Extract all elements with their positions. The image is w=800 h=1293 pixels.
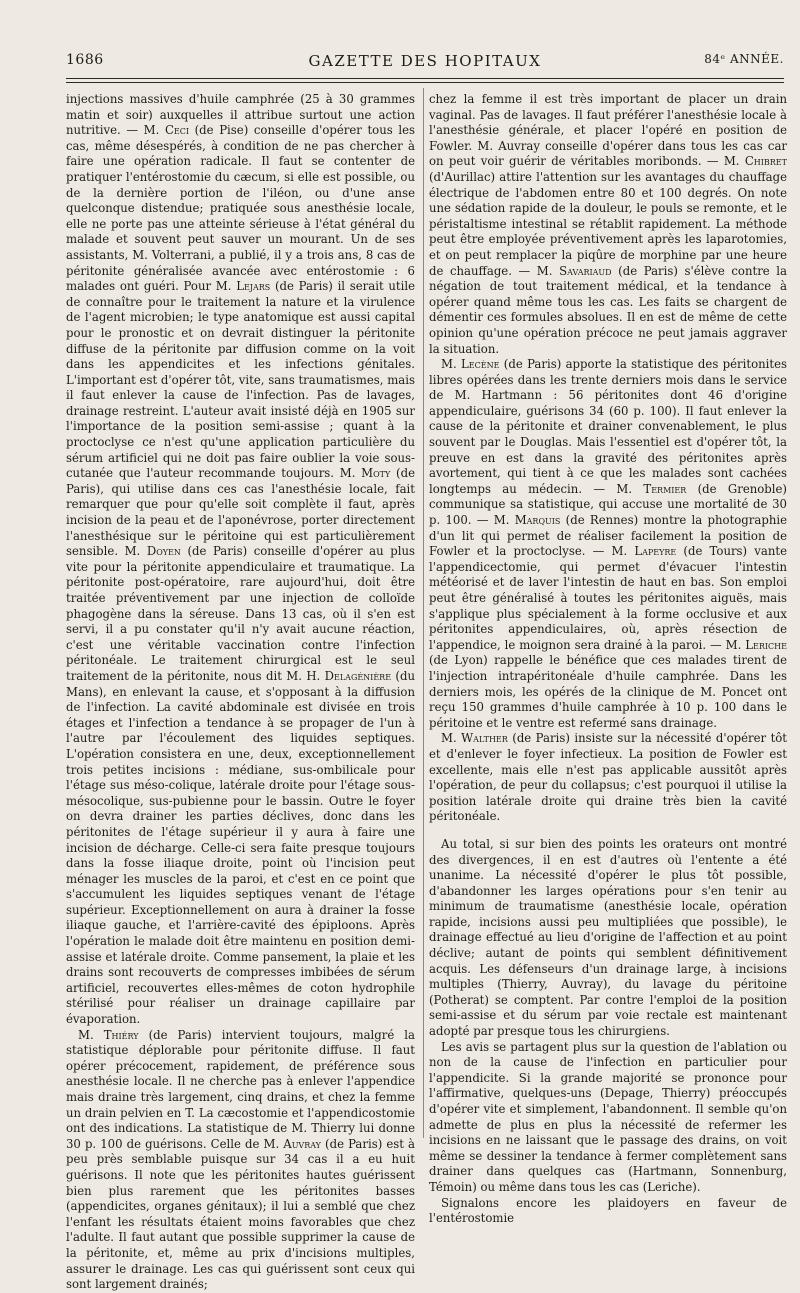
paragraph xyxy=(429,1196,787,1227)
header-rule-thick xyxy=(66,78,784,79)
paragraph-text: (de Paris) il serait utile de connaître pour le traitement la nature et la virulence de l'agent microbien; le type anatomique est aussi capital pour le pronostic et on devrait distinguer la péritonite diffuse de la péritonite par diffusion comme on la voit dans les appendicites et les infections génitales. L'important est d'opérer tôt, vite, sans traumatismes, mais il faut enlever la cause de l'infection. Pas de lavages, drainage restreint. L'auteur avait insisté déjà en 1905 sur l'importance de la position semi-assise ; quant à la proctoclyse ce n'est qu'une application particulière du sérum artificiel qui ne doit pas faire oublier la voie sous-cutanée que l'auteur recommande toujours. M. xyxy=(66,279,415,481)
paragraph-text: (de Paris) est à peu près semblable puisque sur 34 cas il a eu huit guérisons. Il note que les péritonites hautes guérissent bien plus rarement que les péritonites basses (appendicites, organes génitaux); il lui a semblé que chez l'enfant les résultats étaient moins favorables que chez l'adulte. Il faut autant que possible supprimer la cause de la péritonite, et, même au prix d'incisions multiples, assurer le drainage. Les cas qui guérissent sont ceux qui sont largement drainés; xyxy=(66,1136,415,1292)
right-column xyxy=(429,92,788,1226)
page-header xyxy=(66,52,784,74)
paragraph-text: (du Mans), en enlevant la cause, et s'opposant à la diffusion de l'infection. La cavité abdominale est divisée en trois étages et l'infection a tendance à se propager de l'un à l'autre par l'écoulement des liquides septiques. L'opération consistera en une, deux, exceptionnellement trois petites incisions : médiane, sus-ombilicale pour l'étage sus méso-colique, latérale droite pour l'étage sous-mésocolique, sus-pubienne pour le bassin. Outre le foyer on devra drainer les parties déclives, donc dans les péritonites de l'étage supérieur il y aura à faire une incision de décharge. Celle-ci sera faite presque toujours dans la fosse iliaque droite, point où l'incision peut ménager les muscles de la paroi, et c'est en ce point que s'accumulent les liquides septiques venant de l'étage supérieur. Exceptionnellement on aura à drainer la fosse iliaque gauche, et l'arrière-cavité des épiploons. Après l'opération le malade doit être maintenu en position demi-assise et latérale droite. Comme pansement, la plaie et les drains sont recouverts de compresses imbibées de sérum artificiel, recouvertes elles-mêmes de coton hydrophile stérilisé pour réaliser un drainage capillaire par évaporation. xyxy=(66,668,415,1027)
speaker-name: Ceci xyxy=(164,123,190,138)
paragraph-text: (de Tours) vante l'appendicectomie, qui permet d'évacuer l'intestin météorisé et de laver l'intestin de haut en bas. Son emploi peut être généralisé à toutes les péritonites aiguës, mais s'applique plus spécialement à la forme occlusive et aux péritonites appendiculaires, où, après résection de l'appendice, le moignon sera drainé à la paroi. — M. xyxy=(429,544,787,652)
paragraph-text: (de Paris) conseille d'opérer au plus vite pour la péritonite appendiculaire et traumatique. La péritonite post-opératoire, rare aujourd'hui, doit être traitée préventivement par une injection de colloïde phagogène dans la séreuse. Dans 13 cas, où il s'en est servi, il a pu constater qu'il n'y avait aucune réaction, c'est une véritable vaccination contre l'infection péritonéale. Le traitement chirurgical est le seul traitement de la péritonite, nous dit M. H. xyxy=(66,544,415,683)
paragraph xyxy=(429,731,787,825)
paragraph-text: (de Paris) s'élève contre la négation de tout traitement médical, et la tendance à opérer quand même tous les cas. Les faits se chargent de démentir ces formules absolues. Il en est de même de cette opinion qu'une opération précoce ne peut jamais aggraver la situation. xyxy=(429,263,787,356)
speaker-name: Chibret xyxy=(744,154,787,169)
paragraph-text: (de Paris) apporte la statistique des péritonites libres opérées dans les trente derniers mois dans le service de M. Hartmann : 56 péritonites dont 46 d'origine appendiculaire, guérisons 34 (60 p. 100). Il faut enlever la cause de la péritonite et drainer convenablement, le plus souvent par le Douglas. Mais l'essentiel est d'opérer tôt, la preuve en est dans la gravité des péritonites après avortement, qui tient à ce que les malades sont cachées longtemps au médecin. — M. xyxy=(429,357,787,496)
paragraph-text: (de Lyon) rappelle le bénéfice que ces malades tirent de l'injection intrapéritonéale d'huile camphrée. Dans les derniers mois, les opérés de la clinique de M. Poncet ont reçu 150 grammes d'huile camphrée à 10 p. 100 dans le péritoine et le ventre est refermé sans drainage. xyxy=(429,653,787,730)
paragraph-text: chez la femme il est très important de placer un drain vaginal. Pas de lavages. Il faut préférer l'anesthésie locale à l'anesthésie générale, et placer l'opéré en position de Fowler. M. Auvray conseille d'opérer dans tous les cas car on peut voir guérir de véritables moribonds. — M. xyxy=(429,92,787,169)
paragraph-text: injections massives d'huile camphrée (25 à 30 grammes matin et soir) auxquelles il attribue surtout une action nutritive. — M. xyxy=(66,92,415,138)
paragraph-text: (de Paris), qui utilise dans ces cas l'anesthésie locale, fait remarquer que pour qu'elle soit complète il faut, après incision de la peau et de l'aponévrose, porter directement l'anesthésique sur le péritoine qui est particulièrement sensible. M. xyxy=(66,466,415,559)
paragraph xyxy=(429,1040,787,1196)
speaker-name: Termier xyxy=(643,481,687,496)
speaker-name: Marquis xyxy=(514,513,561,528)
paragraph-text: Signalons encore les plaidoyers en faveur de l'entérostomie xyxy=(429,1195,787,1226)
speaker-name: Lapeyre xyxy=(634,544,677,559)
paragraph-text: (de Paris) insiste sur la nécessité d'opérer tôt et d'enlever le foyer infectieux. La position de Fowler est excellente, mais elle n'est pas applicable aussitôt après l'opération, de peur du collapsus; c'est pourquoi il utilise la position latérale droite qui draine très bien la cavité péritonéale. xyxy=(429,731,787,824)
speaker-name: Lejars xyxy=(236,279,271,294)
paragraph xyxy=(66,92,415,1028)
paragraph-text: Au total, si sur bien des points les orateurs ont montré des divergences, il en est d'autres où l'entente a été unanime. La nécessité d'opérer le plus tôt possible, d'abandonner les larges opérations pour s'en tenir au minimum de traumatisme (anesthésie locale, opération rapide, incisions aussi peu multipliées que possible), le drainage effectué au lieu d'origine de l'affection et au point déclive; autant de points qui semblent définitivement acquis. Les défenseurs d'un drainage large, à incisions multiples (Thierry, Auvray), du lavage du péritoine (Potherat) se comptent. Par contre l'emploi de la position semi-assise et du sérum par voie rectale est maintenant adopté par presque tous les chirurgiens. xyxy=(429,836,787,1039)
speaker-name: Savariaud xyxy=(559,263,612,278)
page-number: 1686 xyxy=(66,52,104,68)
paragraph xyxy=(429,357,787,731)
speaker-name: Leriche xyxy=(745,637,787,652)
paragraph-text: M. xyxy=(441,731,462,746)
paragraph-text: Les avis se partagent plus sur la question de l'ablation ou non de la cause de l'infection en particulier pour l'appendicite. Si la grande majorité se prononce pour l'affirmative, quelques-uns (Depage, Thierry) préoccupés d'opérer vite et simplement, l'abandonnent. Il semble qu'on admette de plus en plus la nécessité de refermer les incisions en ne laissant que le passage des drains, on voit même se dessiner la tendance à fermer complètement sans drainer dans quelques cas (Hartmann, Sonnenburg, Témoin) ou même dans tous les cas (Leriche). xyxy=(429,1039,787,1194)
header-rule-thin xyxy=(66,82,784,83)
paragraph xyxy=(66,1028,415,1293)
speaker-name: Walther xyxy=(461,731,508,746)
paragraph-text: M. xyxy=(441,357,462,372)
column-divider xyxy=(423,88,424,1138)
paragraph-text: (d'Aurillac) attire l'attention sur les avantages du chauffage électrique de l'abdomen entre 80 et 100 degrés. On note une sédation rapide de la douleur, le pouls se remonte, et le péristaltisme intestinal se rétablit rapidement. La méthode peut être employée préventivement après les laparotomies, et on peut remplacer la piqûre de morphine par une heure de chauffage. — M. xyxy=(429,169,787,278)
paragraph-text: M. xyxy=(78,1027,104,1042)
paragraph xyxy=(429,92,787,357)
paragraph-text: (de Paris) intervient toujours, malgré la statistique déplorable pour péritonite diffuse. Il faut opérer précocement, rapidement, de préférence sous anesthésie locale. Il ne cherche pas à enlever l'appendice mais draine très largement, cinq drains, et chez la femme un drain pelvien en T. La cæcostomie et l'appendicostomie ont des indications. La statistique de M. Thierry lui donne 30 p. 100 de guérisons. Celle de M. xyxy=(66,1027,415,1151)
speaker-name: Moty xyxy=(361,466,391,481)
year-label: 84ᵉ ANNÉE. xyxy=(704,52,784,66)
speaker-name: Doyen xyxy=(146,544,181,559)
speaker-name: Thiéry xyxy=(103,1027,139,1042)
speaker-name: Auvray xyxy=(283,1136,321,1151)
paragraph-text: (de Rennes) montre la photographie d'un lit qui permet de réaliser facilement la position de Fowler et la proctoclyse. — M. xyxy=(429,513,788,559)
paragraph-text: (de Grenoble) communique sa statistique, qui accuse une mortalité de 30 p. 100. — M. xyxy=(429,481,787,528)
speaker-name: Lecène xyxy=(461,357,500,372)
paragraph xyxy=(429,837,787,1040)
journal-title: GAZETTE DES HOPITAUX xyxy=(308,52,542,70)
left-column xyxy=(66,92,415,1292)
paragraph-text: (de Pise) conseille d'opérer tous les cas, même désespérés, à condition de ne pas chercher à faire une opération radicale. Il faut se contenter de pratiquer l'entérostomie du cæcum, si elle est possible, ou de la dernière portion de l'iléon, ou d'une anse quelconque distendue; pratiquée sous anesthésie locale, elle ne porte pas une atteinte sérieuse à l'état général du malade et souvent peut sauver un mourant. Un de ses assistants, M. Volterrani, a publié, il y a trois ans, 8 cas de péritonite généralisée avancée avec entérostomie : 6 malades ont guéri. Pour M. xyxy=(66,123,415,294)
speaker-name: Delagénière xyxy=(324,668,392,683)
